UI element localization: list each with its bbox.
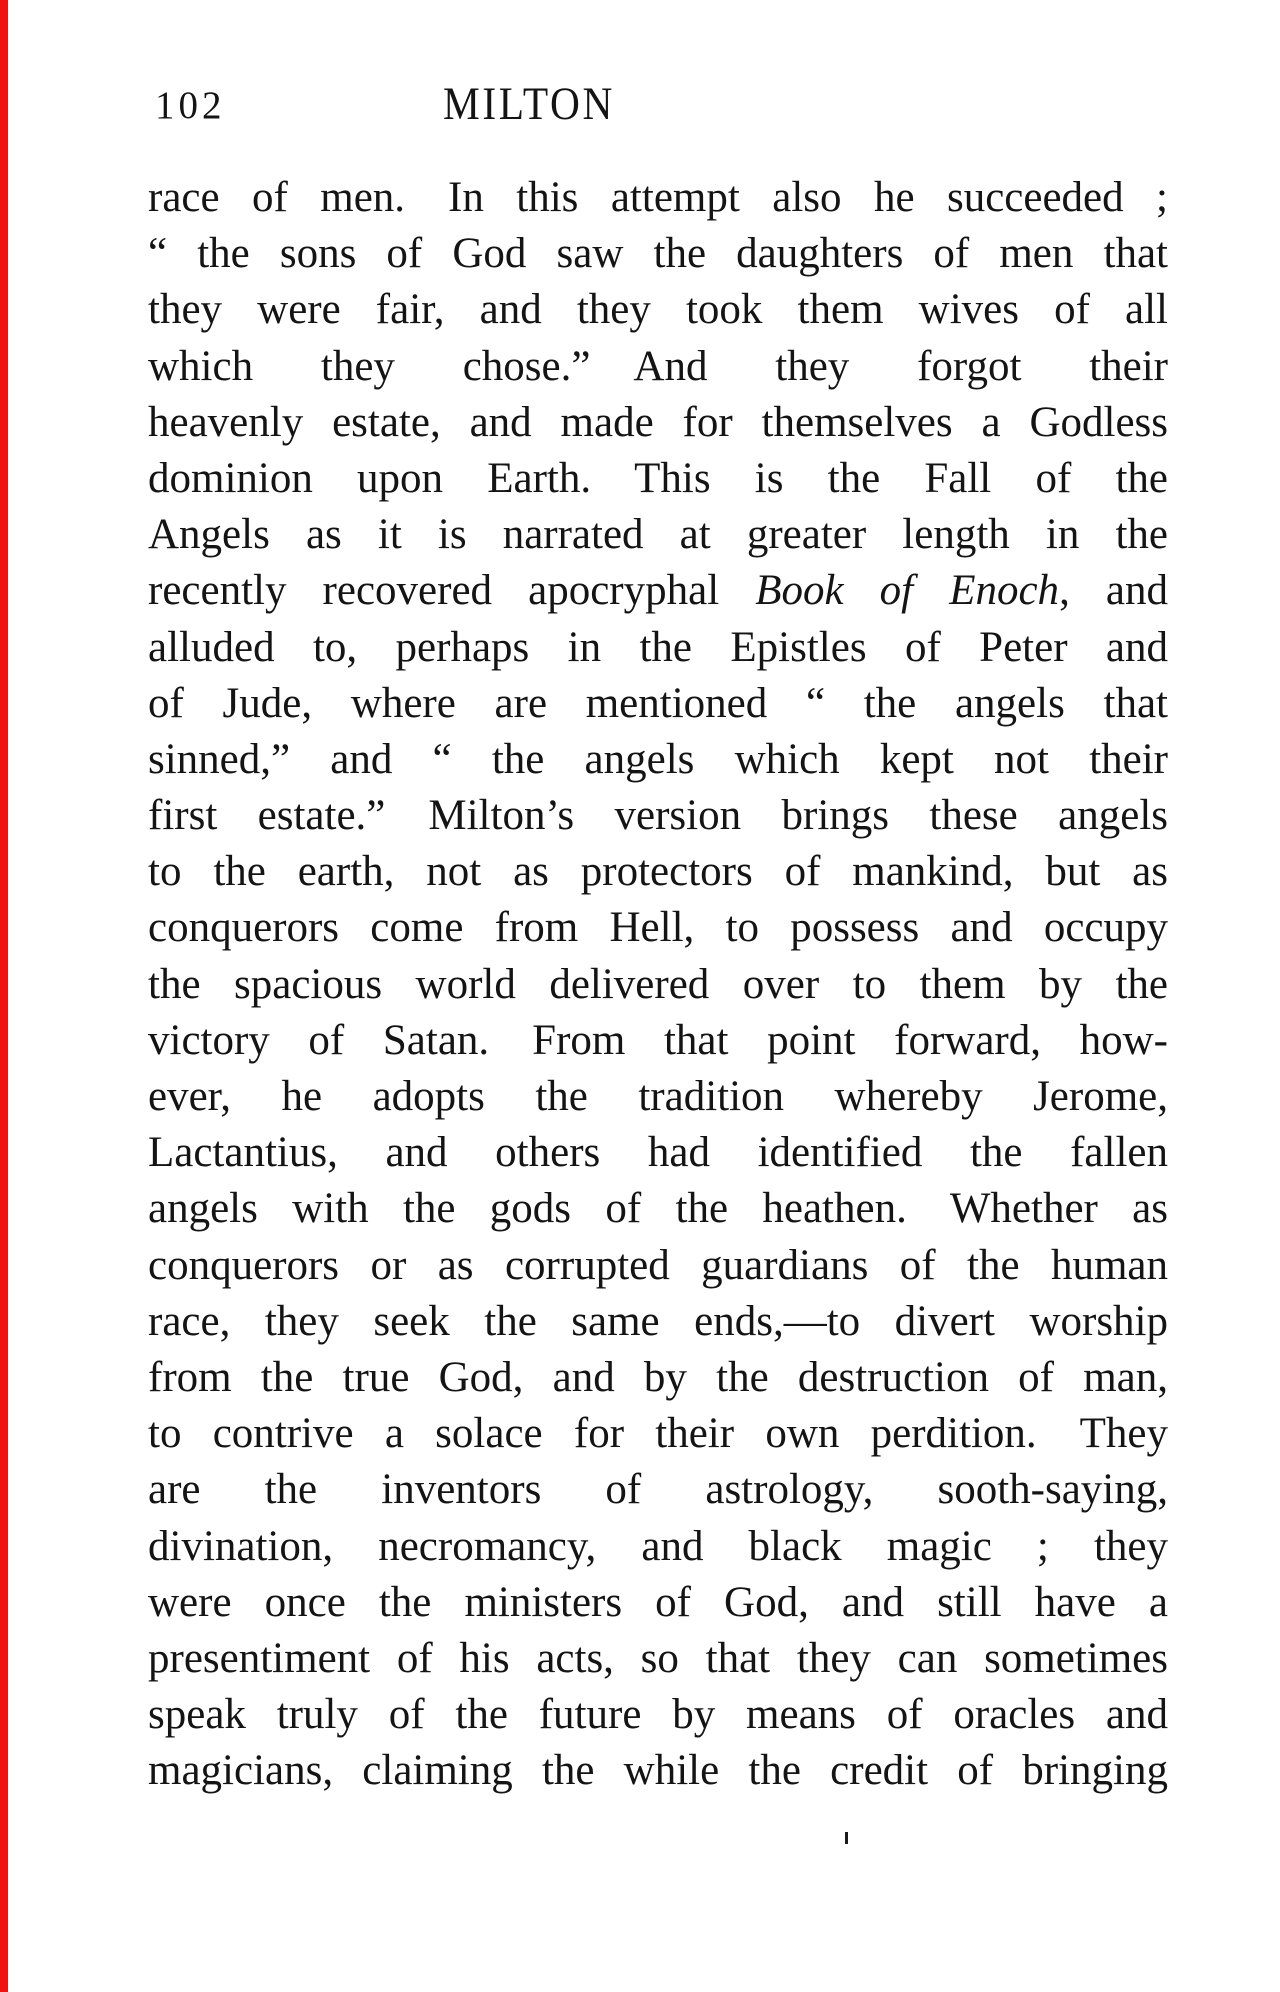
text-line xyxy=(148,788,1168,844)
text-segment: , and xyxy=(1059,567,1168,615)
text-line xyxy=(148,844,1168,900)
text-segment: to contrive a solace for their own perdition. They xyxy=(148,1410,1168,1458)
text-segment: from the true God, and by the destruction of man, xyxy=(148,1353,1168,1401)
text-segment: heavenly estate, and made for themselves a Godless xyxy=(148,398,1168,446)
text-segment: victory of Satan. From that point forward, how- xyxy=(148,1016,1168,1064)
text-line xyxy=(148,676,1168,732)
text-line xyxy=(148,732,1168,788)
text-block xyxy=(148,170,1168,1799)
text-segment: Angels as it is narrated at greater length in the xyxy=(148,511,1168,559)
text-segment: are the inventors of astrology, sooth-saying, xyxy=(148,1466,1168,1514)
text-segment: which they chose.” And they forgot their xyxy=(148,342,1168,390)
text-segment: of Jude, where are mentioned “ the angels that xyxy=(148,679,1168,727)
text-line xyxy=(148,620,1168,676)
text-segment: conquerors or as corrupted guardians of the human xyxy=(148,1241,1168,1289)
text-line xyxy=(148,395,1168,451)
italic-text-segment: Book of Enoch xyxy=(755,567,1060,615)
text-segment: dominion upon Earth. This is the Fall of the xyxy=(148,454,1168,502)
text-line xyxy=(148,1687,1168,1743)
page-number: 102 xyxy=(155,84,226,127)
running-head-title: MILTON xyxy=(442,78,616,130)
ink-speck-artifact xyxy=(845,1832,848,1844)
text-segment: race, they seek the same ends,—to divert worship xyxy=(148,1297,1168,1345)
text-segment: were once the ministers of God, and still have a xyxy=(148,1578,1168,1626)
text-line xyxy=(148,1631,1168,1687)
text-line xyxy=(148,1294,1168,1350)
text-segment: “ the sons of God saw the daughters of men that xyxy=(148,230,1168,278)
text-line xyxy=(148,170,1168,226)
text-line xyxy=(148,282,1168,338)
text-segment: recently recovered apocryphal xyxy=(148,567,756,615)
text-segment: to the earth, not as protectors of mankind, but as xyxy=(148,848,1168,896)
text-segment: race of men. In this attempt also he succeeded ; xyxy=(148,174,1168,221)
text-segment: first estate.” Milton’s version brings these angels xyxy=(148,792,1168,840)
text-segment: the spacious world delivered over to them by the xyxy=(148,960,1168,1008)
text-line xyxy=(148,1069,1168,1125)
text-line xyxy=(148,226,1168,282)
text-line xyxy=(148,1013,1168,1069)
text-line xyxy=(148,957,1168,1013)
text-segment: presentiment of his acts, so that they can sometimes xyxy=(148,1634,1168,1682)
text-line xyxy=(148,1181,1168,1237)
book-edge-strip xyxy=(0,0,8,1992)
text-line xyxy=(148,339,1168,395)
text-line xyxy=(148,1125,1168,1181)
text-line xyxy=(148,900,1168,956)
text-segment: Lactantius, and others had identified the fallen xyxy=(148,1129,1168,1177)
text-line xyxy=(148,1519,1168,1575)
text-line xyxy=(148,1743,1168,1799)
text-segment: sinned,” and “ the angels which kept not their xyxy=(148,735,1168,783)
text-segment: ever, he adopts the tradition whereby Jerome, xyxy=(148,1073,1168,1120)
text-segment: conquerors come from Hell, to possess and occupy xyxy=(148,904,1168,952)
text-line xyxy=(148,563,1168,619)
text-line xyxy=(148,1406,1168,1462)
text-line xyxy=(148,451,1168,507)
text-line xyxy=(148,1575,1168,1631)
text-segment: divination, necromancy, and black magic ; they xyxy=(148,1522,1168,1570)
text-segment: magicians, claiming the while the credit of bringing xyxy=(148,1747,1168,1795)
text-segment: angels with the gods of the heathen. Whether as xyxy=(148,1185,1168,1233)
text-line xyxy=(148,1238,1168,1294)
text-segment: speak truly of the future by means of oracles and xyxy=(148,1691,1168,1739)
text-segment: they were fair, and they took them wives of all xyxy=(148,286,1168,334)
text-line xyxy=(148,1462,1168,1518)
text-segment: alluded to, perhaps in the Epistles of Peter and xyxy=(148,623,1168,671)
text-line xyxy=(148,1350,1168,1406)
text-line xyxy=(148,507,1168,563)
